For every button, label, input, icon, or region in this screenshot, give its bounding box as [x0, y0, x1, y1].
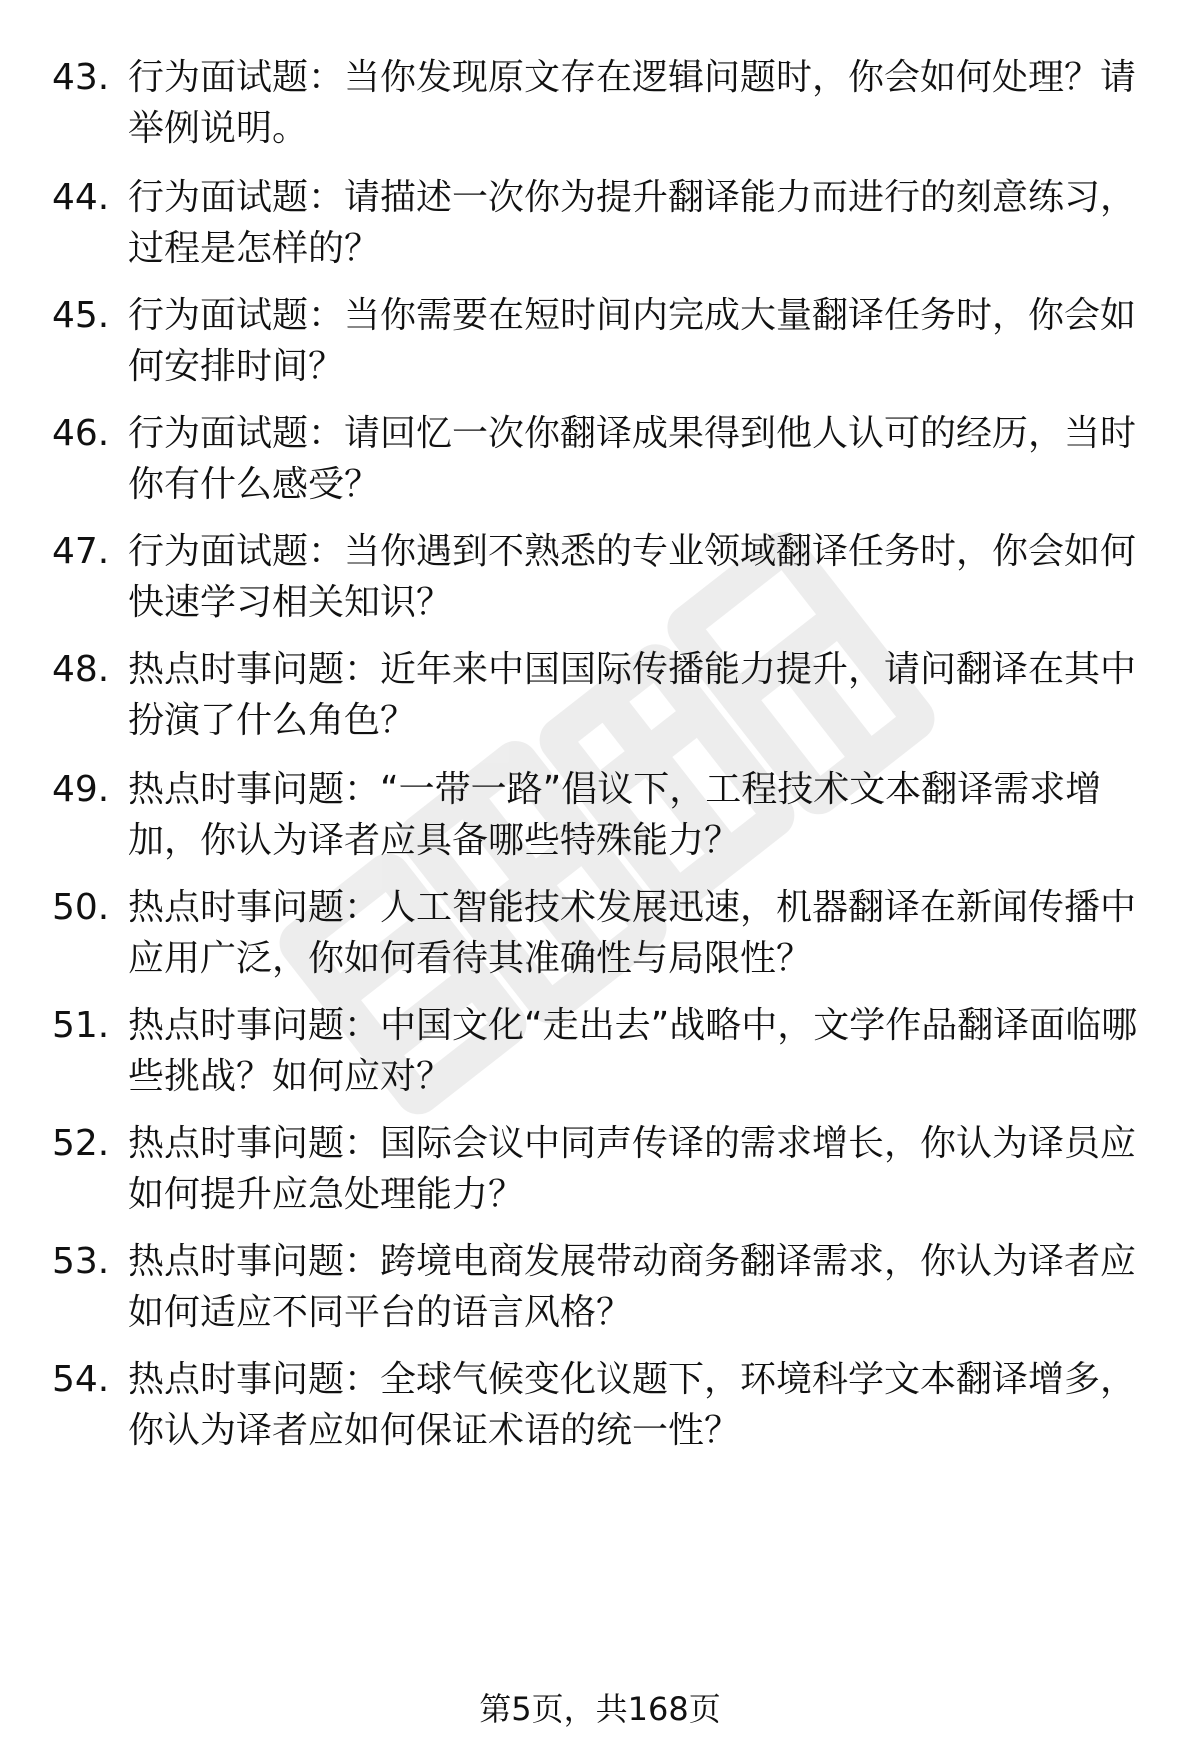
question-number: 51.: [52, 1005, 110, 1046]
question-number: 44.: [52, 177, 110, 218]
question-text: 热点时事问题：国际会议中同声传译的需求增长，你认为译员应如何提升应急处理能力？: [128, 1123, 1137, 1215]
question-number: 49.: [52, 769, 110, 810]
question-text: 行为面试题：请描述一次你为提升翻译能力而进行的刻意练习，过程是怎样的？: [128, 177, 1137, 269]
question-text: 行为面试题：当你发现原文存在逻辑问题时，你会如何处理？请举例说明。: [128, 57, 1137, 149]
question-number: 52.: [52, 1123, 110, 1164]
question-text: 行为面试题：当你遇到不熟悉的专业领域翻译任务时，你会如何快速学习相关知识？: [128, 531, 1137, 623]
question-number: 47.: [52, 531, 110, 572]
question-text: 行为面试题：请回忆一次你翻译成果得到他人认可的经历，当时你有什么感受？: [128, 413, 1137, 505]
question-number: 43.: [52, 57, 110, 98]
question-text: 行为面试题：当你需要在短时间内完成大量翻译任务时，你会如何安排时间？: [128, 295, 1137, 387]
question-text: 热点时事问题：全球气候变化议题下，环境科学文本翻译增多，你认为译者应如何保证术语的统一性？: [128, 1359, 1137, 1451]
question-text: 热点时事问题：跨境电商发展带动商务翻译需求，你认为译者应如何适应不同平台的语言风格？: [128, 1241, 1137, 1333]
question-number: 46.: [52, 413, 110, 454]
page-footer: [0, 1687, 1200, 1731]
question-text: 热点时事问题：“一带一路”倡议下，工程技术文本翻译需求增加，你认为译者应具备哪些特殊能力？: [128, 769, 1102, 861]
question-text: 热点时事问题：中国文化“走出去”战略中，文学作品翻译面临哪些挑战？如何应对？: [128, 1005, 1138, 1097]
question-text: 热点时事问题：人工智能技术发展迅速，机器翻译在新闻传播中应用广泛，你如何看待其准确性与局限性？: [128, 887, 1137, 979]
question-number: 45.: [52, 295, 110, 336]
question-text: 热点时事问题：近年来中国国际传播能力提升，请问翻译在其中扮演了什么角色？: [128, 649, 1137, 741]
question-number: 53.: [52, 1241, 110, 1282]
question-number: 54.: [52, 1359, 110, 1400]
question-number: 50.: [52, 887, 110, 928]
page-number-label: 第5页，共168页: [479, 1690, 721, 1728]
question-number: 48.: [52, 649, 110, 690]
